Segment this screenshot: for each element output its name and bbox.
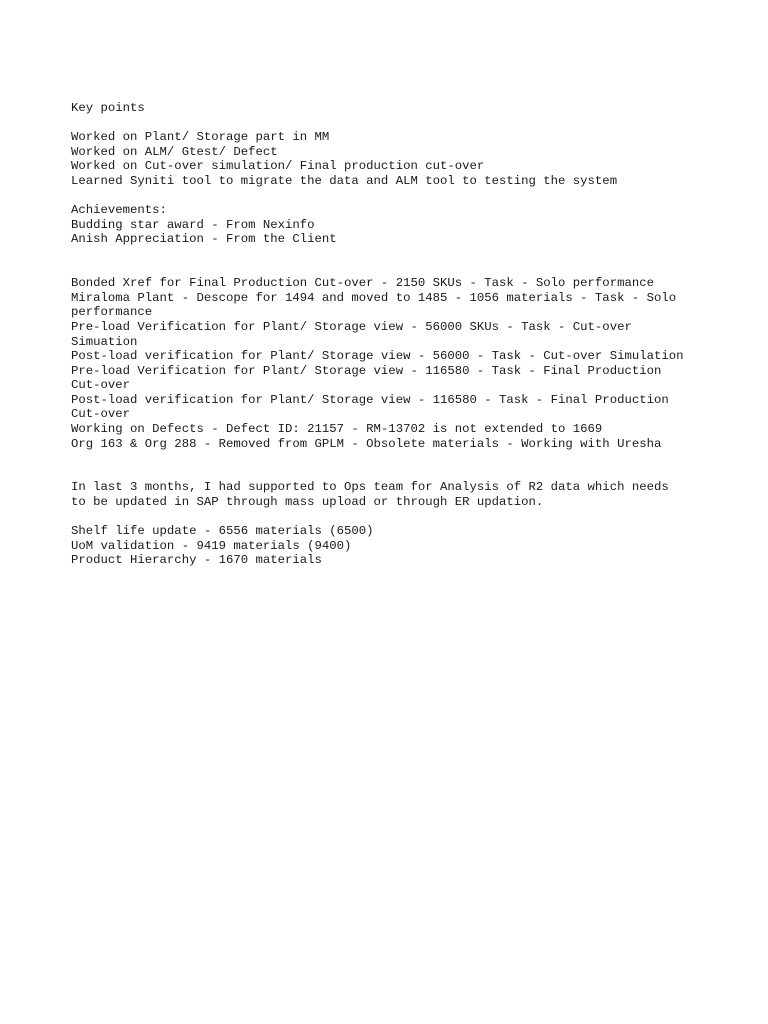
task-line: Cut-over	[71, 378, 131, 393]
spacer	[71, 262, 711, 277]
task-line: Simuation	[71, 334, 138, 349]
achievement-item: Budding star award - From Nexinfo	[71, 217, 315, 232]
task-line: Miraloma Plant - Descope for 1494 and moved to 1485 - 1056 materials - Task - Solo	[71, 290, 677, 305]
achievement-item: Anish Appreciation - From the Client	[71, 232, 337, 247]
work-item: Worked on Cut-over simulation/ Final production cut-over	[71, 159, 485, 174]
spacer	[71, 189, 711, 204]
task-line: Pre-load Verification for Plant/ Storage view - 116580 - Task - Final Production	[71, 363, 662, 378]
task-line: Working on Defects - Defect ID: 21157 - RM-13702 is not extended to 1669	[71, 422, 603, 437]
paragraph-line: In last 3 months, I had supported to Ops team for Analysis of R2 data which needs	[71, 480, 669, 495]
achievements-list	[71, 218, 711, 247]
spacer	[71, 510, 711, 525]
task-line: performance	[71, 305, 153, 320]
work-item: Learned Syniti tool to migrate the data and ALM tool to testing the system	[71, 173, 618, 188]
achievements-heading: Achievements:	[71, 203, 167, 218]
support-paragraph	[71, 480, 711, 509]
update-item: Product Hierarchy - 1670 materials	[71, 553, 322, 568]
updates-list	[71, 524, 711, 568]
task-line: Post-load verification for Plant/ Storage view - 56000 - Task - Cut-over Simulation	[71, 349, 684, 364]
update-item: UoM validation - 9419 materials (9400)	[71, 538, 352, 553]
spacer	[71, 451, 711, 466]
document-body	[71, 101, 711, 568]
spacer	[71, 116, 711, 131]
work-items-list	[71, 130, 711, 188]
task-line: Pre-load Verification for Plant/ Storage view - 56000 SKUs - Task - Cut-over	[71, 319, 632, 334]
task-line: Bonded Xref for Final Production Cut-over - 2150 SKUs - Task - Solo performance	[71, 276, 654, 291]
work-item: Worked on ALM/ Gtest/ Defect	[71, 144, 278, 159]
document-heading: Key points	[71, 101, 145, 115]
task-line: Post-load verification for Plant/ Storage view - 116580 - Task - Final Production	[71, 392, 669, 407]
spacer	[71, 247, 711, 262]
work-item: Worked on Plant/ Storage part in MM	[71, 130, 330, 145]
paragraph-line: to be updated in SAP through mass upload or through ER updation.	[71, 495, 544, 510]
spacer	[71, 466, 711, 481]
task-line: Org 163 & Org 288 - Removed from GPLM - Obsolete materials - Working with Uresha	[71, 436, 662, 451]
tasks-list	[71, 276, 711, 451]
update-item: Shelf life update - 6556 materials (6500)	[71, 524, 374, 539]
task-line: Cut-over	[71, 407, 131, 422]
